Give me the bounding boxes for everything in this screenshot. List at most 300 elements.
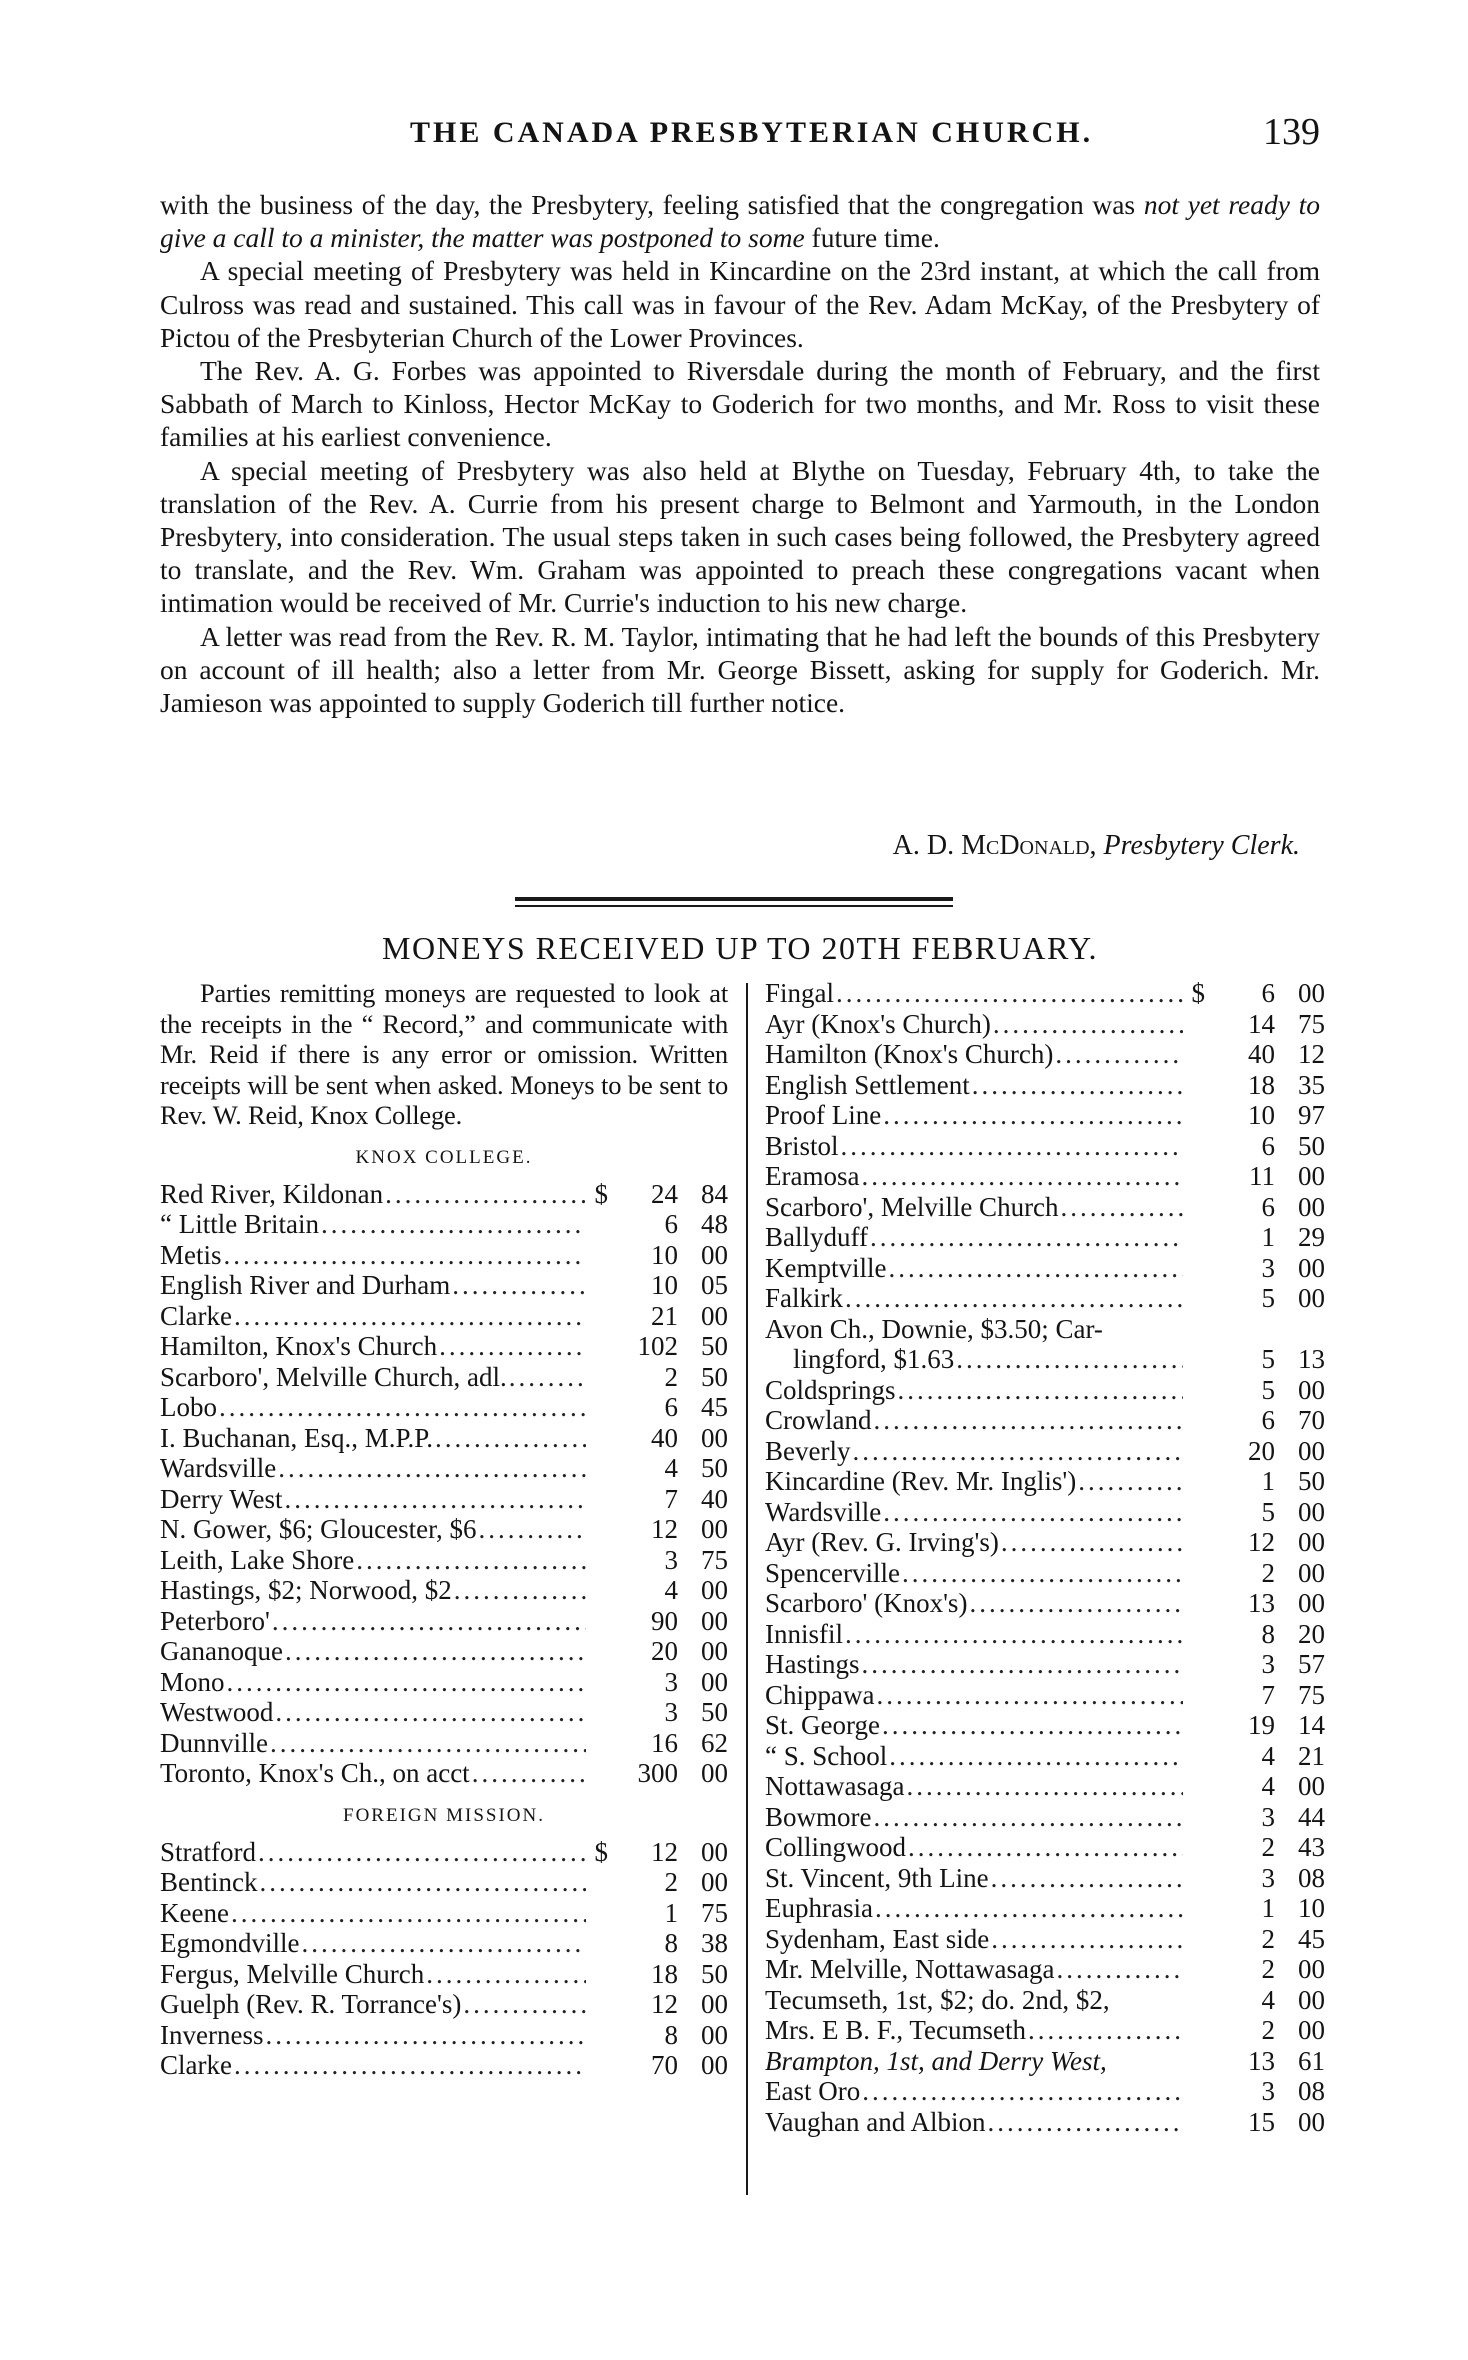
receipt-row — [765, 2046, 1325, 2077]
amount-cents: 61 — [1298, 2045, 1325, 2076]
leader-dots — [862, 1649, 1184, 1680]
congregation-name: Stratford — [160, 1836, 256, 1867]
leader-dots — [278, 1453, 586, 1484]
receipt-row — [160, 1837, 728, 1868]
receipt-row — [160, 1453, 728, 1484]
amount-dollars: 3 — [664, 1697, 678, 1727]
receipt-row — [160, 1697, 728, 1728]
amount-cents: 40 — [701, 1483, 728, 1514]
receipt-row — [160, 1362, 728, 1393]
congregation-name: Beverly — [765, 1435, 851, 1466]
receipt-row — [160, 1423, 728, 1454]
leader-dots — [454, 1575, 586, 1606]
amount-cents: 08 — [1298, 2076, 1325, 2106]
amount-cents: 97 — [1298, 1100, 1325, 1130]
amount-dollars: 300 — [637, 1758, 678, 1788]
amount-dollars: 10 — [1248, 1100, 1275, 1130]
leader-dots — [883, 1100, 1183, 1131]
amount-dollars: 3 — [1261, 2076, 1275, 2106]
receipt-row — [160, 1301, 728, 1332]
leader-dots — [439, 1331, 586, 1362]
amount-cents: 62 — [701, 1727, 728, 1758]
congregation-name: Clarke — [160, 2050, 232, 2080]
amount-dollars: 19 — [1248, 1710, 1275, 1740]
leader-dots — [270, 1728, 586, 1759]
congregation-name: St. Vincent, 9th Line — [765, 1862, 989, 1893]
congregation-name: Spencerville — [765, 1557, 900, 1588]
receipt-row — [765, 1100, 1325, 1131]
amount-cents: 00 — [701, 1239, 728, 1270]
amount-cents: 00 — [701, 1636, 728, 1666]
amount-dollars: 8 — [1261, 1618, 1275, 1649]
knox-college-heading: KNOX COLLEGE. — [355, 1146, 533, 1168]
congregation-name: Toronto, Knox's Ch., on acct — [160, 1758, 470, 1788]
congregation-name: Chippawa — [765, 1679, 875, 1710]
amount-dollars: 7 — [664, 1483, 678, 1514]
receipt-row — [765, 1649, 1325, 1680]
amount-cents: 50 — [701, 1958, 728, 1989]
leader-dots — [479, 1514, 586, 1545]
leader-dots — [385, 1179, 586, 1210]
amount-cents: 00 — [1298, 1435, 1325, 1466]
receipt-row — [160, 1989, 728, 2020]
receipts-list — [765, 978, 1325, 2137]
paragraph: A special meeting of Presbytery was held in Kincardine on the 23rd instant, at which the call from Culross was read and sustained. This call was in favour of the Rev. Adam McKay, of the Presbytery of Pictou of the Presbyterian Church of the Lower Provinces. — [160, 255, 1320, 353]
amount-cents: 00 — [1298, 1161, 1325, 1191]
congregation-name: Kemptville — [765, 1252, 887, 1283]
leader-dots — [1061, 1192, 1183, 1223]
receipt-row — [765, 1314, 1325, 1345]
leader-dots — [463, 1989, 586, 2020]
leader-dots — [272, 1606, 586, 1637]
leader-dots — [1078, 1466, 1183, 1497]
amount-cents: 00 — [701, 1836, 728, 1867]
leader-dots — [870, 1222, 1183, 1253]
congregation-name: Mr. Melville, Nottawasaga — [765, 1954, 1055, 1984]
receipt-row — [765, 1375, 1325, 1406]
congregation-name: Falkirk — [765, 1283, 843, 1313]
congregation-name: Lobo — [160, 1392, 217, 1422]
receipt-row — [765, 978, 1325, 1009]
congregation-name: Leith, Lake Shore — [160, 1544, 355, 1575]
congregation-name: Bentinck — [160, 1867, 258, 1897]
signature — [160, 830, 1300, 862]
congregation-name: Crowland — [765, 1405, 872, 1435]
congregation-name: English Settlement — [765, 1069, 970, 1100]
amount-dollars: 5 — [1261, 1374, 1275, 1405]
amount-dollars: 11 — [1249, 1161, 1275, 1191]
receipt-row — [765, 1161, 1325, 1192]
leader-dots — [426, 1959, 586, 1990]
amount-cents: 00 — [701, 1666, 728, 1697]
remittance-notice: Parties remitting moneys are requested to look at the receipts in the “ Record,” and communicate with Mr. Reid if there is any error or omission. Written receipts will be sent when asked. Moneys to be sent to Rev. W. Reid, Knox College. — [160, 978, 728, 1130]
congregation-name: Collingwood — [765, 1832, 907, 1862]
congregation-name: Mrs. E B. F., Tecumseth — [765, 2015, 1026, 2045]
amount-cents: 35 — [1298, 1069, 1325, 1100]
amount-dollars: 3 — [1261, 1862, 1275, 1893]
congregation-name: Sydenham, East side — [765, 1923, 990, 1954]
leader-dots — [991, 1924, 1183, 1955]
congregation-name: Hastings — [765, 1649, 860, 1679]
receipt-row — [765, 1497, 1325, 1528]
leader-dots — [231, 1898, 586, 1929]
leader-dots — [234, 2050, 586, 2081]
amount-dollars: 5 — [1261, 1496, 1275, 1527]
amount-cents: 12 — [1298, 1039, 1325, 1069]
amount-dollars: 13 — [1248, 2045, 1275, 2076]
section-divider — [515, 897, 953, 901]
amount-cents: 38 — [701, 1928, 728, 1958]
amount-cents: 00 — [701, 1422, 728, 1453]
amount-dollars: 4 — [1261, 1984, 1275, 2015]
receipt-row — [160, 1545, 728, 1576]
amount-cents: 00 — [1298, 1283, 1325, 1313]
clerk-name: A. D. McDonald, — [892, 830, 1097, 861]
receipt-row — [765, 1558, 1325, 1589]
receipt-row — [160, 1667, 728, 1698]
amount-cents: 75 — [701, 1544, 728, 1575]
dollar-sign: $ — [594, 1836, 608, 1867]
congregation-name: Wardsville — [765, 1496, 882, 1527]
leader-dots — [452, 1270, 586, 1301]
receipt-row — [160, 1867, 728, 1898]
leader-dots — [234, 1301, 586, 1332]
receipt-row — [160, 1484, 728, 1515]
receipt-row — [765, 1680, 1325, 1711]
leader-dots — [219, 1392, 586, 1423]
leader-dots — [972, 1070, 1183, 1101]
amount-cents: 05 — [701, 1270, 728, 1300]
amount-dollars: 20 — [1248, 1435, 1275, 1466]
amount-dollars: 2 — [664, 1867, 678, 1897]
leader-dots — [321, 1209, 586, 1240]
congregation-name: Red River, Kildonan — [160, 1178, 384, 1209]
receipt-row — [160, 1514, 728, 1545]
amount-dollars: 18 — [1248, 1069, 1275, 1100]
receipt-row — [765, 1283, 1325, 1314]
congregation-name: Fingal — [765, 978, 835, 1008]
amount-dollars: 1 — [1261, 1222, 1275, 1252]
receipt-row — [160, 1240, 728, 1271]
amount-cents: 45 — [1298, 1923, 1325, 1954]
receipt-row — [765, 1802, 1325, 1833]
amount-cents: 45 — [701, 1392, 728, 1422]
amount-cents: 43 — [1298, 1832, 1325, 1862]
column-rule — [746, 983, 748, 2195]
amount-dollars: 3 — [664, 1666, 678, 1697]
leader-dots — [1028, 2015, 1183, 2046]
congregation-name: English River and Durham — [160, 1270, 451, 1300]
receipt-row — [765, 1344, 1325, 1375]
amount-dollars: 8 — [664, 1928, 678, 1958]
receipt-row — [160, 1575, 728, 1606]
amount-dollars: 2 — [1261, 1557, 1275, 1588]
amount-cents: 70 — [1298, 1405, 1325, 1435]
amount-cents: 44 — [1298, 1801, 1325, 1832]
amount-dollars: 21 — [651, 1300, 678, 1331]
congregation-name: Brampton, 1st, and Derry West, — [765, 2045, 1107, 2076]
congregation-name: Gananoque — [160, 1636, 283, 1666]
leader-dots — [285, 1484, 586, 1515]
amount-cents: 75 — [701, 1897, 728, 1928]
amount-cents: 00 — [701, 1605, 728, 1636]
amount-dollars: 16 — [651, 1727, 678, 1758]
congregation-name: Vaughan and Albion — [765, 2106, 986, 2137]
leader-dots — [898, 1375, 1183, 1406]
congregation-name: Ayr (Knox's Church) — [765, 1008, 991, 1039]
receipt-row — [160, 1179, 728, 1210]
amount-dollars: 12 — [651, 1836, 678, 1867]
receipt-row — [765, 1222, 1325, 1253]
amount-dollars: 40 — [651, 1422, 678, 1453]
amount-dollars: 10 — [651, 1239, 678, 1270]
congregation-name: St. George — [765, 1710, 880, 1740]
leader-dots — [301, 1928, 586, 1959]
amount-cents: 50 — [701, 1331, 728, 1361]
leader-dots — [265, 2020, 586, 2051]
amount-dollars: 2 — [664, 1361, 678, 1392]
receipt-row — [160, 1636, 728, 1667]
paragraph: A letter was read from the Rev. R. M. Taylor, intimating that he had left the bounds of this Presbytery on account of ill health; also a letter from Mr. George Bissett, asking for supply for Goderich. Mr. Jamieson was appointed to supply Goderich till further notice. — [160, 620, 1320, 719]
amount-cents: 00 — [1298, 1771, 1325, 1801]
congregation-name: N. Gower, $6; Gloucester, $6 — [160, 1514, 477, 1544]
leader-dots — [845, 1283, 1183, 1314]
congregation-name: lingford, $1.63 — [793, 1344, 955, 1374]
amount-cents: 20 — [1298, 1618, 1325, 1649]
congregation-name: East Oro — [765, 2076, 861, 2106]
amount-cents: 00 — [1298, 1252, 1325, 1283]
amount-dollars: 15 — [1248, 2106, 1275, 2137]
receipt-row — [160, 1392, 728, 1423]
amount-cents: 50 — [701, 1361, 728, 1392]
amount-dollars: 7 — [1261, 1679, 1275, 1710]
receipt-row — [765, 1527, 1325, 1558]
knox-college-list — [160, 1179, 728, 1789]
amount-cents: 10 — [1298, 1893, 1325, 1923]
congregation-name: “ S. School — [765, 1740, 888, 1771]
congregation-name: Tecumseth, 1st, $2; do. 2nd, $2, — [765, 1984, 1110, 2015]
amount-dollars: 6 — [1261, 1191, 1275, 1222]
amount-dollars: 4 — [664, 1575, 678, 1605]
left-column — [160, 978, 728, 2081]
amount-dollars: 6 — [1261, 1405, 1275, 1435]
amount-cents: 08 — [1298, 1862, 1325, 1893]
amount-dollars: 2 — [1261, 1923, 1275, 1954]
congregation-name: Mono — [160, 1666, 225, 1697]
receipt-row — [765, 1192, 1325, 1223]
receipt-row — [160, 1959, 728, 1990]
leader-dots — [435, 1423, 586, 1454]
leader-dots — [224, 1240, 586, 1271]
amount-cents: 00 — [1298, 1374, 1325, 1405]
amount-cents: 00 — [701, 2019, 728, 2050]
amount-dollars: 3 — [1261, 1252, 1275, 1283]
amount-dollars: 6 — [664, 1392, 678, 1422]
amount-cents: 00 — [1298, 1191, 1325, 1222]
dollar-sign: $ — [594, 1178, 608, 1209]
leader-dots — [993, 1009, 1183, 1040]
paragraph: with the business of the day, the Presbytery, feeling satisfied that the congregation was not yet ready to give a call to a minister, the matter was postponed to some future time. — [160, 189, 1320, 254]
leader-dots — [991, 1863, 1183, 1894]
amount-dollars: 1 — [1261, 1466, 1275, 1496]
receipt-row — [765, 1588, 1325, 1619]
leader-dots — [888, 1253, 1183, 1284]
receipt-row — [765, 1924, 1325, 1955]
amount-dollars: 4 — [664, 1453, 678, 1483]
amount-cents: 75 — [1298, 1679, 1325, 1710]
leader-dots — [889, 1741, 1183, 1772]
congregation-name: Euphrasia — [765, 1893, 873, 1923]
amount-cents: 00 — [1298, 2106, 1325, 2137]
receipt-row — [765, 1741, 1325, 1772]
congregation-name: Hastings, $2; Norwood, $2 — [160, 1575, 452, 1605]
amount-cents: 48 — [701, 1209, 728, 1239]
receipt-row — [765, 1436, 1325, 1467]
leader-dots — [275, 1697, 586, 1728]
receipt-row — [765, 1009, 1325, 1040]
paragraph: A special meeting of Presbytery was also held at Blythe on Tuesday, February 4th, to take the translation of the Rev. A. Currie from his present charge to Belmont and Yarmouth, in the London Presbytery, into consideration. The usual steps taken in such cases being followed, the Presbytery agreed to translate, and the Rev. Wm. Graham was appointed to preach these congregations vacant when intimation would be received of Mr. Currie's induction to his new charge. — [160, 454, 1320, 619]
congregation-name: Ayr (Rev. G. Irving's) — [765, 1527, 999, 1557]
leader-dots — [956, 1344, 1183, 1375]
amount-dollars: 70 — [651, 2050, 678, 2080]
leader-dots — [258, 1837, 586, 1868]
amount-dollars: 2 — [1261, 1832, 1275, 1862]
amount-cents: 00 — [1298, 2015, 1325, 2045]
receipt-row — [765, 1832, 1325, 1863]
congregation-name: Scarboro', Melville Church — [765, 1191, 1059, 1222]
receipt-row — [160, 1331, 728, 1362]
paragraph: The Rev. A. G. Forbes was appointed to Riversdale during the month of February, and the first Sabbath of March to Kinloss, Hector McKay to Goderich for two months, and Mr. Ross to visit these families at his earliest convenience. — [160, 355, 1320, 453]
congregation-name: Guelph (Rev. R. Torrance's) — [160, 1989, 462, 2019]
receipt-row — [765, 1710, 1325, 1741]
amount-dollars: 102 — [637, 1331, 678, 1361]
leader-dots — [861, 1161, 1183, 1192]
congregation-name: Fergus, Melville Church — [160, 1958, 425, 1989]
receipt-row — [765, 2076, 1325, 2107]
amount-dollars: 2 — [1261, 1954, 1275, 1984]
receipt-row — [160, 2050, 728, 2081]
leader-dots — [969, 1588, 1183, 1619]
congregation-name: Kincardine (Rev. Mr. Inglis') — [765, 1466, 1077, 1496]
leader-dots — [873, 1405, 1183, 1436]
amount-cents: 00 — [1298, 1557, 1325, 1588]
amount-dollars: 3 — [1261, 1801, 1275, 1832]
congregation-name: I. Buchanan, Esq., M.P.P. — [160, 1422, 434, 1453]
congregation-name: Scarboro' (Knox's) — [765, 1588, 968, 1618]
amount-cents: 00 — [1298, 1984, 1325, 2015]
congregation-name: “ Little Britain — [160, 1209, 319, 1239]
section-title: MONEYS RECEIVED UP TO 20TH FEBRUARY. — [381, 930, 1098, 966]
leader-dots — [845, 1619, 1183, 1650]
leader-dots — [876, 1680, 1183, 1711]
congregation-name: Avon Ch., Downie, $3.50; Car- — [765, 1313, 1103, 1344]
amount-dollars: 20 — [651, 1636, 678, 1666]
amount-cents: 00 — [701, 1575, 728, 1605]
congregation-name: Metis — [160, 1239, 222, 1270]
receipt-row — [765, 1619, 1325, 1650]
receipt-row — [765, 1771, 1325, 1802]
congregation-name: Wardsville — [160, 1453, 277, 1483]
congregation-name: Hamilton (Knox's Church) — [765, 1039, 1054, 1069]
receipt-row — [765, 1070, 1325, 1101]
congregation-name: Bowmore — [765, 1801, 872, 1832]
receipt-row — [765, 1985, 1325, 2016]
amount-cents: 14 — [1298, 1710, 1325, 1740]
page-header — [160, 110, 1320, 160]
congregation-name: Egmondville — [160, 1928, 300, 1958]
amount-dollars: 3 — [664, 1544, 678, 1575]
receipt-row — [160, 2020, 728, 2051]
receipt-row — [765, 1466, 1325, 1497]
congregation-name: Inverness — [160, 2019, 264, 2050]
receipt-row — [765, 1893, 1325, 1924]
amount-cents: 50 — [701, 1697, 728, 1727]
congregation-name: Peterboro' — [160, 1605, 270, 1636]
leader-dots — [902, 1558, 1183, 1589]
right-column — [765, 978, 1325, 2137]
dollar-sign: $ — [1191, 978, 1205, 1008]
leader-dots — [908, 1832, 1183, 1863]
amount-cents: 75 — [1298, 1008, 1325, 1039]
amount-dollars: 12 — [651, 1989, 678, 2019]
amount-cents: 50 — [701, 1453, 728, 1483]
clerk-role: Presbytery Clerk. — [1103, 830, 1300, 861]
amount-dollars: 13 — [1248, 1588, 1275, 1618]
receipt-row — [160, 1928, 728, 1959]
amount-cents: 21 — [1298, 1740, 1325, 1771]
leader-dots — [836, 978, 1183, 1009]
receipt-row — [765, 1253, 1325, 1284]
amount-dollars: 1 — [664, 1897, 678, 1928]
leader-dots — [285, 1636, 586, 1667]
leader-dots — [227, 1667, 586, 1698]
congregation-name: Dunnville — [160, 1727, 268, 1758]
amount-dollars: 10 — [651, 1270, 678, 1300]
congregation-name: Hamilton, Knox's Church — [160, 1331, 438, 1361]
foreign-mission-heading: FOREIGN MISSION. — [343, 1804, 545, 1826]
receipt-row — [765, 1863, 1325, 1894]
receipt-row — [765, 2015, 1325, 2046]
amount-cents: 00 — [701, 1758, 728, 1788]
receipt-row — [160, 1606, 728, 1637]
amount-dollars: 40 — [1248, 1039, 1275, 1069]
report-text — [160, 188, 1320, 719]
amount-dollars: 14 — [1248, 1008, 1275, 1039]
leader-dots — [875, 1893, 1183, 1924]
congregation-name: Nottawasaga — [765, 1771, 905, 1801]
leader-dots — [987, 2107, 1183, 2138]
amount-cents: 57 — [1298, 1649, 1325, 1679]
leader-dots — [883, 1497, 1183, 1528]
congregation-name: Proof Line — [765, 1100, 882, 1130]
amount-dollars: 4 — [1261, 1771, 1275, 1801]
amount-cents: 29 — [1298, 1222, 1325, 1252]
receipt-row — [160, 1758, 728, 1789]
amount-cents: 00 — [1298, 1496, 1325, 1527]
amount-cents: 50 — [1298, 1466, 1325, 1496]
receipt-row — [160, 1209, 728, 1240]
leader-dots — [1001, 1527, 1183, 1558]
receipt-row — [765, 2107, 1325, 2138]
amount-dollars: 5 — [1261, 1283, 1275, 1313]
amount-cents: 13 — [1298, 1344, 1325, 1374]
amount-cents: 00 — [1298, 1588, 1325, 1618]
amount-cents: 00 — [701, 2050, 728, 2080]
leader-dots — [841, 1131, 1183, 1162]
amount-dollars: 90 — [651, 1605, 678, 1636]
leader-dots — [259, 1867, 586, 1898]
congregation-name: Westwood — [160, 1697, 274, 1727]
